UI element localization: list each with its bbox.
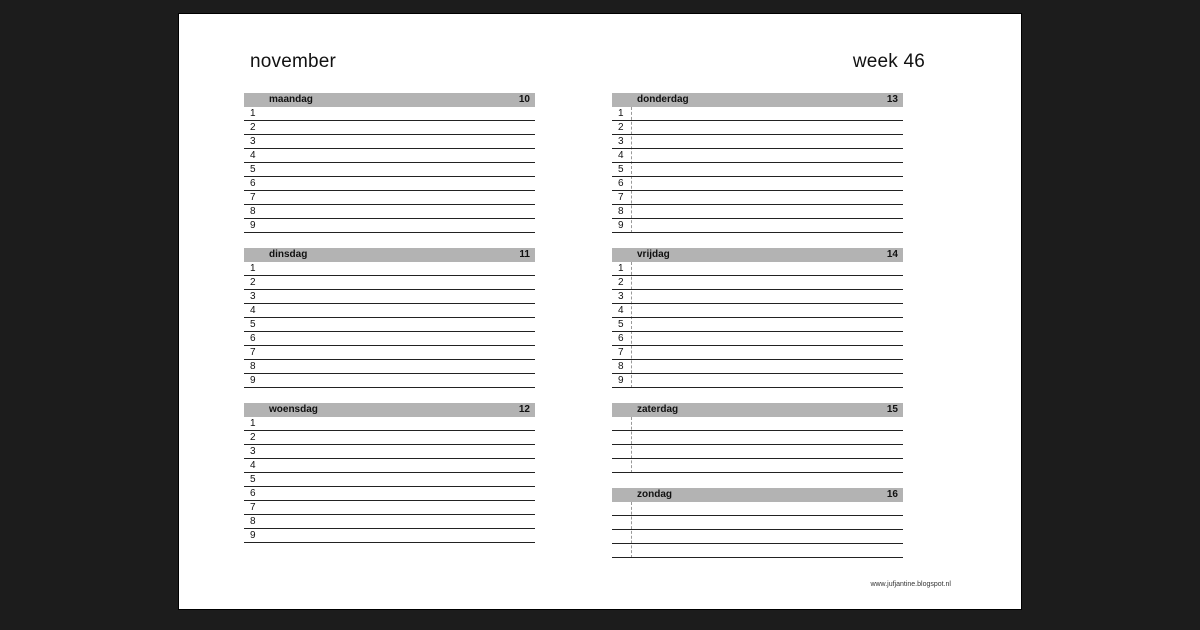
lesson-rows bbox=[244, 417, 535, 543]
day-name: woensdag bbox=[269, 404, 318, 415]
lesson-row[interactable] bbox=[244, 276, 535, 290]
lesson-row[interactable] bbox=[244, 529, 535, 543]
lesson-number: 7 bbox=[250, 502, 256, 513]
lesson-row[interactable] bbox=[612, 544, 903, 558]
lesson-row[interactable] bbox=[612, 149, 903, 163]
lesson-row[interactable] bbox=[244, 219, 535, 233]
lesson-number: 7 bbox=[618, 347, 624, 358]
lesson-row[interactable] bbox=[612, 417, 903, 431]
lesson-row[interactable] bbox=[244, 346, 535, 360]
lesson-rows bbox=[612, 417, 903, 473]
lesson-rows bbox=[244, 262, 535, 388]
lesson-row[interactable] bbox=[612, 445, 903, 459]
lesson-number: 8 bbox=[250, 206, 256, 217]
lesson-row[interactable] bbox=[244, 459, 535, 473]
lesson-rows bbox=[612, 502, 903, 558]
lesson-row[interactable] bbox=[612, 304, 903, 318]
lesson-number: 3 bbox=[250, 291, 256, 302]
day-date: 11 bbox=[519, 249, 530, 260]
lesson-number: 2 bbox=[618, 122, 624, 133]
lesson-row[interactable] bbox=[244, 290, 535, 304]
lesson-row[interactable] bbox=[244, 135, 535, 149]
lesson-row[interactable] bbox=[244, 501, 535, 515]
lesson-number: 1 bbox=[250, 263, 256, 274]
lesson-row[interactable] bbox=[244, 262, 535, 276]
day-header bbox=[612, 93, 903, 107]
day-name: maandag bbox=[269, 94, 313, 105]
lesson-row[interactable] bbox=[244, 332, 535, 346]
day-name: vrijdag bbox=[637, 249, 670, 260]
lesson-number: 9 bbox=[250, 220, 256, 231]
day-name: zondag bbox=[637, 489, 672, 500]
lesson-row[interactable] bbox=[244, 107, 535, 121]
lesson-row[interactable] bbox=[244, 304, 535, 318]
lesson-row[interactable] bbox=[244, 163, 535, 177]
lesson-number: 8 bbox=[618, 361, 624, 372]
lesson-number: 9 bbox=[618, 220, 624, 231]
lesson-row[interactable] bbox=[612, 121, 903, 135]
lesson-number: 9 bbox=[618, 375, 624, 386]
lesson-row[interactable] bbox=[612, 332, 903, 346]
lesson-row[interactable] bbox=[612, 459, 903, 473]
lesson-number: 6 bbox=[250, 488, 256, 499]
lesson-row[interactable] bbox=[244, 515, 535, 529]
lesson-number: 5 bbox=[618, 319, 624, 330]
lesson-row[interactable] bbox=[244, 318, 535, 332]
lesson-row[interactable] bbox=[612, 290, 903, 304]
lesson-row[interactable] bbox=[612, 360, 903, 374]
lesson-number: 4 bbox=[250, 305, 256, 316]
week-title: week 46 bbox=[852, 51, 925, 72]
lesson-number: 1 bbox=[618, 108, 624, 119]
lesson-row[interactable] bbox=[612, 346, 903, 360]
lesson-number: 5 bbox=[618, 164, 624, 175]
lesson-row[interactable] bbox=[244, 473, 535, 487]
day-block-maandag bbox=[244, 93, 535, 233]
lesson-number: 7 bbox=[250, 347, 256, 358]
lesson-number: 2 bbox=[250, 277, 256, 288]
lesson-row[interactable] bbox=[612, 135, 903, 149]
lesson-number: 3 bbox=[250, 446, 256, 457]
lesson-row[interactable] bbox=[612, 163, 903, 177]
lesson-number: 6 bbox=[250, 333, 256, 344]
day-header bbox=[244, 93, 535, 107]
day-block-woensdag bbox=[244, 403, 535, 543]
lesson-row[interactable] bbox=[244, 191, 535, 205]
day-date: 13 bbox=[886, 94, 898, 105]
lesson-row[interactable] bbox=[612, 530, 903, 544]
lesson-number: 3 bbox=[618, 291, 624, 302]
day-block-donderdag bbox=[612, 93, 903, 233]
day-header bbox=[612, 488, 903, 502]
lesson-row[interactable] bbox=[612, 191, 903, 205]
lesson-number: 7 bbox=[250, 192, 256, 203]
day-header bbox=[612, 248, 903, 262]
lesson-number: 2 bbox=[250, 122, 256, 133]
lesson-row[interactable] bbox=[612, 374, 903, 388]
lesson-row[interactable] bbox=[612, 516, 903, 530]
lesson-row[interactable] bbox=[244, 417, 535, 431]
lesson-row[interactable] bbox=[612, 219, 903, 233]
day-block-zaterdag bbox=[612, 403, 903, 473]
lesson-row[interactable] bbox=[244, 121, 535, 135]
planner-page bbox=[179, 14, 1021, 609]
lesson-row[interactable] bbox=[612, 431, 903, 445]
footer-url: www.jufjantine.blogspot.nl bbox=[870, 581, 951, 588]
lesson-number: 5 bbox=[250, 164, 256, 175]
lesson-row[interactable] bbox=[612, 276, 903, 290]
day-date: 10 bbox=[518, 94, 530, 105]
lesson-rows bbox=[612, 262, 903, 388]
lesson-number: 6 bbox=[618, 178, 624, 189]
lesson-number: 4 bbox=[618, 305, 624, 316]
day-date: 15 bbox=[886, 404, 898, 415]
lesson-rows bbox=[612, 107, 903, 233]
lesson-number: 4 bbox=[618, 150, 624, 161]
lesson-number: 1 bbox=[250, 418, 256, 429]
day-name: zaterdag bbox=[637, 404, 679, 415]
lesson-row[interactable] bbox=[244, 205, 535, 219]
lesson-row[interactable] bbox=[244, 487, 535, 501]
day-date: 16 bbox=[886, 489, 898, 500]
lesson-rows bbox=[244, 107, 535, 233]
lesson-row[interactable] bbox=[244, 177, 535, 191]
day-block-dinsdag bbox=[244, 248, 535, 388]
day-name: dinsdag bbox=[269, 249, 308, 260]
day-header bbox=[612, 403, 903, 417]
day-block-vrijdag bbox=[612, 248, 903, 388]
lesson-number: 6 bbox=[250, 178, 256, 189]
lesson-number: 7 bbox=[618, 192, 624, 203]
lesson-row[interactable] bbox=[612, 502, 903, 516]
day-date: 14 bbox=[886, 249, 898, 260]
lesson-row[interactable] bbox=[244, 374, 535, 388]
lesson-row[interactable] bbox=[244, 149, 535, 163]
right-column bbox=[612, 93, 903, 558]
lesson-row[interactable] bbox=[244, 445, 535, 459]
lesson-number: 3 bbox=[250, 136, 256, 147]
lesson-number: 6 bbox=[618, 333, 624, 344]
lesson-number: 1 bbox=[618, 263, 624, 274]
lesson-row[interactable] bbox=[612, 177, 903, 191]
left-column bbox=[244, 93, 535, 543]
lesson-row[interactable] bbox=[612, 205, 903, 219]
day-date: 12 bbox=[518, 404, 530, 415]
lesson-row[interactable] bbox=[244, 360, 535, 374]
lesson-number: 8 bbox=[250, 516, 256, 527]
month-title: november bbox=[250, 51, 337, 72]
lesson-number: 8 bbox=[618, 206, 624, 217]
day-block-zondag bbox=[612, 488, 903, 558]
lesson-number: 4 bbox=[250, 150, 256, 161]
lesson-number: 1 bbox=[250, 108, 256, 119]
lesson-number: 9 bbox=[250, 375, 256, 386]
lesson-number: 9 bbox=[250, 530, 256, 541]
lesson-row[interactable] bbox=[612, 262, 903, 276]
lesson-number: 5 bbox=[250, 319, 256, 330]
lesson-number: 4 bbox=[250, 460, 256, 471]
day-name: donderdag bbox=[637, 94, 689, 105]
lesson-number: 5 bbox=[250, 474, 256, 485]
lesson-number: 8 bbox=[250, 361, 256, 372]
lesson-row[interactable] bbox=[612, 107, 903, 121]
lesson-number: 3 bbox=[618, 136, 624, 147]
lesson-number: 2 bbox=[250, 432, 256, 443]
lesson-number: 2 bbox=[618, 277, 624, 288]
lesson-row[interactable] bbox=[612, 318, 903, 332]
lesson-row[interactable] bbox=[244, 431, 535, 445]
day-header bbox=[244, 403, 535, 417]
day-header bbox=[244, 248, 535, 262]
